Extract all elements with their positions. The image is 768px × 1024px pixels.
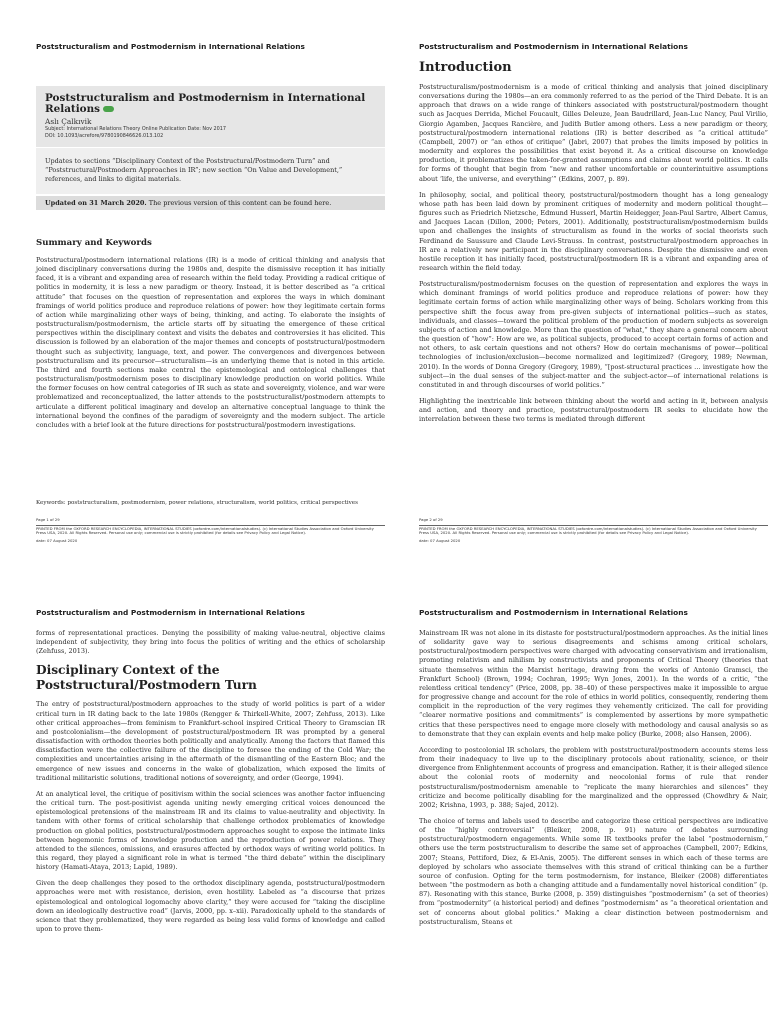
page-1	[36, 0, 385, 543]
running-head: Poststructuralism and Postmodernism in International Relations	[419, 608, 688, 617]
update-note: Updates to sections “Disciplinary Context of the Poststructural/Postmodern Turn” and “Poststructural/Postmodern Approaches in IR”; new section “On Value and Development,” references, and links to digital materials.	[45, 157, 343, 183]
paragraph: Highlighting the inextricable link between thinking about the world and acting in it, between analysis and action, and theory and practice, poststructural/postmodern IR seeks to elucidate how the interrelation between these two terms is mediated through different	[419, 397, 768, 424]
paragraph: Mainstream IR was not alone in its distaste for poststructural/postmodern approaches. As the initial lines of solidarity gave way to serious disagreements and schisms among critical scholars, poststructural/postmodern perspectives were charged with advocating conservativism and irrationalism, promoting relativism and nihilism by constructivists and proponents of Critical Theory (theories that situate themselves within the Marxist heritage, drawing from the works of Antonio Gramsci, the Frankfurt School) (Brown, 1994; Cochran, 1995; Wyn Jones, 2001). In the words of a critic, “the relentless critical tendency” (Price, 2008, pp. 38–40) of these perspectives make it impossible to argue for progressive change and account for the role of ethics in world politics, consequently, rendering them complicit in the reproduction of the very regimes they vehemently criticized. The call for providing “clearer normative positions and commitments” is complemented by assertions by more sympathetic critics that these perspectives need to engage more closely with methodology and causal analysis so as to demonstrate that they can explain events and help make policy (Burke, 2008; also Hansen, 2006).	[419, 629, 768, 738]
page-2	[419, 0, 768, 543]
updated-date: Updated on 31 March 2020.	[45, 199, 147, 207]
author-name[interactable]: Aslı Çalkıvik	[45, 117, 92, 127]
paragraph: Given the deep challenges they posed to the orthodox disciplinary agenda, poststructural/postmodern approaches were met with resistance, derision, even hostility. Labeled as “a discourse that prizes epistemological and ontological logomachy above clarity,” they were accused for “taking the discipline down an ideologically destructive road” (Jarvis, 2000, pp. x–xii). Paradoxically upheld to the standards of science that they problematized, they were regarded as being less valid forms of knowledge and called upon to prove them-	[36, 879, 385, 934]
updated-bar	[36, 196, 385, 210]
paragraph: According to postcolonial IR scholars, the problem with poststructural/postmodern accounts stems less from their inadequacy to live up to the disciplinary protocols about rationality, science, or their divergence from Enlightenment accounts of progress and emancipation. Rather, it is their alleged silence about the colonial roots of modernity and neocolonial forms of rule that render poststructuralism/postmodernism amenable to “replicate the many hierarchies and silences” they criticize and become politically disabling for the marginalized and the oppressed (Chowdhry & Nair, 2002; Krishna, 1993, p. 388; Sajed, 2012).	[419, 745, 768, 809]
summary-heading: Summary and Keywords	[36, 238, 152, 248]
running-head: Poststructuralism and Postmodernism in International Relations	[36, 608, 305, 617]
article-title-text: Poststructuralism and Postmodernism in International Relations	[45, 92, 366, 115]
running-head: Poststructuralism and Postmodernism in International Relations	[419, 42, 688, 51]
page-4	[419, 512, 768, 1024]
title-box	[36, 86, 385, 147]
paragraph: Poststructuralism/postmodernism is a mode of critical thinking and analysis that joined disciplinary conversations during the 1980s—an era commonly referred to as the period of the Third Debate. It is an approach that draws on a wide range of thinkers associated with poststructural/postmodern thought such as Jacques Derrida, Michel Foucault, Gilles Deleuze, Jean Baudrillard, Jean-Luc Nancy, Paul Virilio, Giorgio Agamben, Jacques Rancière, and Judith Butler among others. Less a new paradigm or theory, poststructural/postmodern international relations (IR) is better described as “a critical attitude” (Campbell, 2007) or “an ethos of critique” (Jabri, 2007) that probes the limits imposed by politics in modernity and explores the possibilities that exist beyond it. As a critical discourse on knowledge production, it problematizes the taken-for-granted assumptions and claims about world politics. It calls for forms of thought that begin from “new and rather uncomfortable or counterintuitive assumptions about ‘life, the universe, and everything’” (Edkins, 2007, p. 89).	[419, 83, 768, 183]
introduction-body	[419, 83, 768, 431]
paragraph: The entry of poststructural/postmodern approaches to the study of world politics is part of a wider critical turn in IR dating back to the late 1980s (Rengger & Thirkell-White, 2007; Zehfuss, 2013). Like other critical approaches—from feminism to Frankfurt-school inspired Critical Theory to Gramscian IR and postcolonialism—the development of poststructural/postmodern IR was prompted by a general dissatisfaction with orthodox theories both politically and analytically. Among the factors that flamed this dissatisfaction were the collective failure of the discipline to foresee the ending of the Cold War; the complexities and uncertainties arising in the aftermath of the dismantling of the Eastern Bloc; and the emergence of new issues and concerns in the wake of globalization, which exposed the limits of traditional militaristic solutions, traditional notions of sovereignty, and order (George, 1994).	[36, 700, 385, 782]
footer-notice: PRINTED FROM the OXFORD RESEARCH ENCYCLOPEDIA, INTERNATIONAL STUDIES (oxfordre.com/internationalstudies). (c) International Studies Association and Oxford University Press USA, 2020. All Rights Reserved. Personal use only; commercial use is strictly prohibited (for details see Privacy Policy and Legal Notice).	[419, 525, 757, 536]
paragraph: In philosophy, social, and political theory, poststructural/postmodern thought has a long genealogy whose path has been laid down by prominent critiques of modernity and modern political thought—figures such as Friedrich Nietzsche, Edmund Husserl, Martin Heidegger, Jean-Paul Sartre, Albert Camus, and Jacques Lacan (Dillon, 2000; Peters, 2001). Additionally, poststructuralism/postmodernism builds upon and challenges the insights of structuralism as found in the works of social theorists such Ferdinand de Saussure and Claude Levi-Strauss. In contrast, poststructural/postmodern approaches in IR are a relatively new participant in the disciplinary conversations. Despite the dismissive and even hostile reception it has initially faced, poststructural/postmodern IR is a vibrant and expanding area of research within the field today.	[419, 190, 768, 272]
page-3-body	[36, 629, 385, 941]
summary-text: Poststructural/postmodern international relations (IR) is a mode of critical thinking and analysis that joined disciplinary conversations during the 1980s and, despite the dismissive reception it has initially faced, it is a vibrant and expanding area of research within the field today. Providing a radical critique of politics in modernity, it is less a new paradigm or theory. Instead, it is better described as “a critical attitude” that focuses on the question of representation and explores the ways in which dominant framings of world politics produce and reproduce relations of power: how they legitimate certain forms of action while marginalizing other ways of being, thinking, and acting. To elaborate the insights of poststructuralism/postmodernism, the article starts off by situating the emergence of these critical perspectives within the disciplinary context and visits the debates and controversies it has elicited. This discussion is followed by an elaboration of the major themes and concepts of poststructural/postmodern thought such as subjectivity, language, text, and power. The convergences and divergences between poststructuralism and its precursor—structuralism—is an underlying theme that is noted in this article. The third and fourth sections make central the epistemological and ontological challenges that poststructuralism/postmodernism poses to disciplinary knowledge production on world politics. While the former focuses on how central categories of IR such as state and sovereignty, violence, and war were problematized and reconceptualized, the latter attends to the poststructuralist/postmodern attempts to articulate a different political imaginary and develop an alternative conceptual language to think the international beyond the confines of the paradigm of sovereignty and the modern subject. The article concludes with a brief look at the future directions for poststructural/postmodern investigations.	[36, 256, 385, 429]
page-number: Page 2 of 29	[419, 517, 443, 522]
footer-date: date: 07 August 2020	[36, 537, 78, 543]
doi-line[interactable]: DOI: 10.1093/acrefore/9780190846626.013.102	[45, 133, 164, 140]
summary-section	[36, 238, 385, 515]
page-4-body	[419, 629, 768, 934]
paragraph: Poststructuralism/postmodernism focuses on the question of representation and explores the ways in which dominant framings of world politics produce and reproduce relations of power: how they legitimate certain forms of action while marginalizing other ways of being. Scholars working from this perspective shift the focus away from pre-given subjects of international politics—such as states, individuals, and classes—toward the political problem of the production of modern subjects as sovereign subjects of action and knowledge. More than the question of “what,” they share a general concern about the question of “how”: How are we, as political subjects, produced to accept certain forms of action and not others, to ask certain questions and not others? How do certain mechanisms of power—political technologies of inclusion/exclusion—become normalized and legitimized? (Gregory, 1989; Newman, 2010). In the words of Donna Gregory (Gregory, 1989), “[post-structural practices … investigate how the subject—in the dual senses of the subject-matter and the subject-actor—of international relations is constituted in and through discourses of world politics.”	[419, 280, 768, 389]
page-number: Page 1 of 29	[36, 517, 60, 522]
footer-date: date: 07 August 2020	[419, 537, 461, 543]
subject-line: Subject: International Relations Theory Online Publication Date: Nov 2017	[45, 126, 226, 133]
disciplinary-context-heading: Disciplinary Context of the Poststructural/Postmodern Turn	[36, 663, 257, 693]
article-title	[45, 93, 376, 114]
carry-over-text: forms of representational practices. Denying the possibility of making value-neutral, objective claims independent of subjectivity, they bring into focus the politics of writing and the ethics of scholarship (Zehfuss, 2013).	[36, 629, 385, 656]
open-access-icon	[103, 106, 114, 112]
update-note-box	[36, 148, 385, 194]
paragraph: At an analytical level, the critique of positivism within the social sciences was another factor influencing the critical turn. The post-positivist agenda uniting newly emerging critical voices denounced the epistemological pretensions of the mainstream IR and its claims to value-neutrality and objectivity. In tandem with other forms of critical scholarship that challenge orthodox problematics of knowledge production on global politics, poststructural/postmodern approaches sought to expose the intimate links between hegemonic forms of knowledge production and the reproduction of power relations. They attended to the silences, omissions, and erasures affected by orthodox ways of writing world politics. In this regard, they played a significant role in what is termed “the third debate” within the disciplinary history (Hamati-Ataya, 2013; Lapid, 1989).	[36, 789, 385, 872]
running-head: Poststructuralism and Postmodernism in International Relations	[36, 42, 305, 51]
keywords: Keywords: poststructuralism, postmodernism, power relations, structuralism, world politics, critical perspectives	[36, 500, 358, 506]
introduction-heading: Introduction	[419, 60, 512, 75]
footer-notice: PRINTED FROM the OXFORD RESEARCH ENCYCLOPEDIA, INTERNATIONAL STUDIES (oxfordre.com/internationalstudies). (c) International Studies Association and Oxford University Press USA, 2020. All Rights Reserved. Personal use only; commercial use is strictly prohibited (for details see Privacy Policy and Legal Notice).	[36, 525, 374, 536]
paragraph: The choice of terms and labels used to describe and categorize these critical perspectives are indicative of the “highly controversial” (Bleiker, 2008, p. 91) nature of debates surrounding poststructural/postmodern engagements. While some IR textbooks prefer the label “postmodernism,” others use the term poststructuralism to describe the same set of approaches (Campbell, 2007; Edkins, 2007; Steans, Pettiford, Diez, & El-Anis, 2005). The different senses in which each of these terms are deployed by scholars who associate themselves with this strand of critical thinking can be a further source of confusion. Opting for the term postmodernism, for instance, Bleiker (2008) differentiates between “the postmodern as both a changing attitude and a fundamentally novel historical condition” (p. 87). Resonating with this stance, Burke (2008, p. 359) distinguishes “postmodernism” (a set of theories) from “postmodernity” (a historical period) and defines “postmodernism” as “a theoretical orientation and set of concerns about global politics.” Making a clear distinction between postmodernism and poststructuralism, Steans et	[419, 816, 768, 926]
page-3	[36, 512, 385, 1024]
updated-link-text[interactable]: The previous version of this content can be found here.	[146, 199, 332, 207]
bottom-sheet	[0, 512, 768, 1024]
